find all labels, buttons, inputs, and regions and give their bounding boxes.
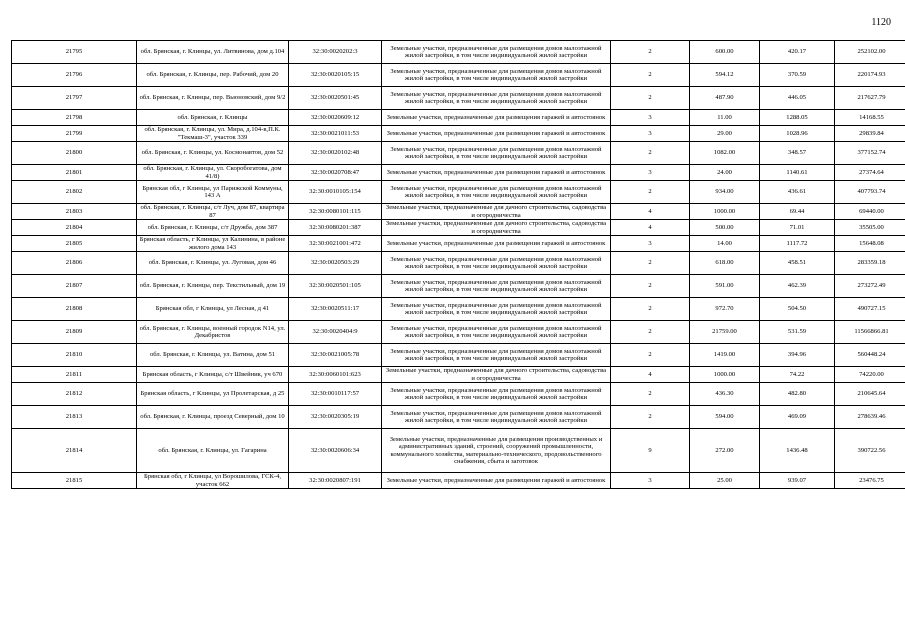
cadastral-number-cell: 32:30:0020305:19 xyxy=(289,406,382,429)
address-cell: обл. Брянская, г. Клинцы, ул. Гагарина xyxy=(137,429,289,473)
land-use-cell: Земельные участки, предназначенные для размещения домов малоэтажной жилой застройки, в том числе индивидуальной жилой застройки xyxy=(382,142,611,165)
cadastral-number-cell: 32:30:0021001:472 xyxy=(289,236,382,252)
rate-cell: 458.51 xyxy=(760,252,835,275)
land-use-cell: Земельные участки, предназначенные для размещения гаражей и автостоянок xyxy=(382,126,611,142)
cadastral-number-cell: 32:30:0010117:57 xyxy=(289,383,382,406)
use-group-cell: 2 xyxy=(611,406,690,429)
use-group-cell: 3 xyxy=(611,165,690,181)
cadastral-value-cell: 29839.84 xyxy=(835,126,905,142)
cadastral-number-cell: 32:30:0021011:53 xyxy=(289,126,382,142)
address-cell: Брянская область, г Клинцы, ул Калинина, в районе жилого дома 143 xyxy=(137,236,289,252)
use-group-cell: 2 xyxy=(611,321,690,344)
cadastral-number-cell: 32:30:0021005:78 xyxy=(289,344,382,367)
rate-cell: 469.09 xyxy=(760,406,835,429)
address-cell: обл. Брянская, г. Клинцы, ул. Литвинова, дом д.104 xyxy=(137,41,289,64)
rate-cell: 348.57 xyxy=(760,142,835,165)
cadastral-number-cell: 32:30:0020202:3 xyxy=(289,41,382,64)
table-row xyxy=(12,41,905,64)
cadastral-number-cell: 32:30:0080101:115 xyxy=(289,204,382,220)
cadastral-value-cell: 15648.08 xyxy=(835,236,905,252)
rate-cell: 69.44 xyxy=(760,204,835,220)
area-cell: 21759.00 xyxy=(690,321,760,344)
land-registry-table xyxy=(11,40,905,489)
cadastral-value-cell: 407793.74 xyxy=(835,181,905,204)
use-group-cell: 3 xyxy=(611,110,690,126)
row-number-cell: 21797 xyxy=(12,87,137,110)
row-number-cell: 21805 xyxy=(12,236,137,252)
area-cell: 1000.00 xyxy=(690,367,760,383)
cadastral-number-cell: 32:30:0020501:105 xyxy=(289,275,382,298)
rate-cell: 74.22 xyxy=(760,367,835,383)
rate-cell: 1140.61 xyxy=(760,165,835,181)
rate-cell: 370.59 xyxy=(760,64,835,87)
land-use-cell: Земельные участки, предназначенные для размещения домов малоэтажной жилой застройки, в том числе индивидуальной жилой застройки xyxy=(382,406,611,429)
land-use-cell: Земельные участки, предназначенные для дачного строительства, садоводства и огородничества xyxy=(382,220,611,236)
rate-cell: 1028.96 xyxy=(760,126,835,142)
table-row xyxy=(12,344,905,367)
table-row xyxy=(12,383,905,406)
cadastral-number-cell: 32:30:0020511:17 xyxy=(289,298,382,321)
rate-cell: 504.50 xyxy=(760,298,835,321)
area-cell: 972.70 xyxy=(690,298,760,321)
cadastral-number-cell: 32:30:0080201:387 xyxy=(289,220,382,236)
use-group-cell: 2 xyxy=(611,383,690,406)
cadastral-number-cell: 32:30:0060101:623 xyxy=(289,367,382,383)
area-cell: 25.00 xyxy=(690,473,760,489)
land-use-cell: Земельные участки, предназначенные для размещения домов малоэтажной жилой застройки, в том числе индивидуальной жилой застройки xyxy=(382,383,611,406)
area-cell: 436.30 xyxy=(690,383,760,406)
land-use-cell: Земельные участки, предназначенные для размещения домов малоэтажной жилой застройки, в том числе индивидуальной жилой застройки xyxy=(382,321,611,344)
use-group-cell: 2 xyxy=(611,252,690,275)
land-use-cell: Земельные участки, предназначенные для размещения домов малоэтажной жилой застройки, в том числе индивидуальной жилой застройки xyxy=(382,181,611,204)
use-group-cell: 2 xyxy=(611,87,690,110)
address-cell: обл. Брянская, г. Клинцы, военный городок N14, ул. Декабристов xyxy=(137,321,289,344)
area-cell: 600.00 xyxy=(690,41,760,64)
row-number-cell: 21814 xyxy=(12,429,137,473)
area-cell: 29.00 xyxy=(690,126,760,142)
use-group-cell: 2 xyxy=(611,142,690,165)
row-number-cell: 21810 xyxy=(12,344,137,367)
cadastral-value-cell: 11566866.81 xyxy=(835,321,905,344)
address-cell: Брянская обл, г Клинцы, ул Ворошилова, ГСК-4, участок 662 xyxy=(137,473,289,489)
address-cell: обл. Брянская, г. Клинцы, ул. Скоробогатова, дом 41/8) xyxy=(137,165,289,181)
cadastral-number-cell: 32:30:0020102:48 xyxy=(289,142,382,165)
page-number: 1120 xyxy=(871,17,891,28)
table-row xyxy=(12,126,905,142)
row-number-cell: 21809 xyxy=(12,321,137,344)
table-row xyxy=(12,165,905,181)
cadastral-value-cell: 210645.64 xyxy=(835,383,905,406)
address-cell: обл. Брянская, г. Клинцы, с/т Луч, дом 87, квартира 87 xyxy=(137,204,289,220)
row-number-cell: 21801 xyxy=(12,165,137,181)
address-cell: обл. Брянская, г. Клинцы, пер. Рабочий, дом 20 xyxy=(137,64,289,87)
cadastral-value-cell: 278639.46 xyxy=(835,406,905,429)
table-row xyxy=(12,298,905,321)
row-number-cell: 21796 xyxy=(12,64,137,87)
table-row xyxy=(12,204,905,220)
land-use-cell: Земельные участки, предназначенные для размещения гаражей и автостоянок xyxy=(382,236,611,252)
rate-cell: 1117.72 xyxy=(760,236,835,252)
rate-cell: 531.59 xyxy=(760,321,835,344)
table-row xyxy=(12,367,905,383)
row-number-cell: 21812 xyxy=(12,383,137,406)
address-cell: обл. Брянская, г. Клинцы, ул. Мира, д.104-в,П.К. "Текмаш-3", участок 339 xyxy=(137,126,289,142)
address-cell: Брянская обл, г Клинцы, ул Лесная, д 41 xyxy=(137,298,289,321)
land-use-cell: Земельные участки, предназначенные для размещения домов малоэтажной жилой застройки, в том числе индивидуальной жилой застройки xyxy=(382,275,611,298)
use-group-cell: 2 xyxy=(611,64,690,87)
table-row xyxy=(12,87,905,110)
area-cell: 272.00 xyxy=(690,429,760,473)
rate-cell: 420.17 xyxy=(760,41,835,64)
address-cell: обл. Брянская, г. Клинцы, ул. Луговая, дом 46 xyxy=(137,252,289,275)
area-cell: 487.90 xyxy=(690,87,760,110)
row-number-cell: 21802 xyxy=(12,181,137,204)
cadastral-number-cell: 32:30:0020609:12 xyxy=(289,110,382,126)
row-number-cell: 21798 xyxy=(12,110,137,126)
table-row xyxy=(12,252,905,275)
cadastral-value-cell: 74220.00 xyxy=(835,367,905,383)
address-cell: Брянская область, г Клинцы, ул Пролетарская, д 25 xyxy=(137,383,289,406)
land-use-cell: Земельные участки, предназначенные для размещения гаражей и автостоянок xyxy=(382,110,611,126)
area-cell: 591.00 xyxy=(690,275,760,298)
rate-cell: 482.80 xyxy=(760,383,835,406)
area-cell: 500.00 xyxy=(690,220,760,236)
address-cell: Брянская обл, г Клинцы, ул Парижской Коммуны, 143 А xyxy=(137,181,289,204)
cadastral-number-cell: 32:30:0020708:47 xyxy=(289,165,382,181)
table-row xyxy=(12,181,905,204)
table-row xyxy=(12,236,905,252)
land-use-cell: Земельные участки, предназначенные для размещения производственных и административных зданий, строений, сооружений промышленности, коммунального хозяйства, материально-технического, продовольственного снабжения, сбыта и заготовок xyxy=(382,429,611,473)
area-cell: 1419.00 xyxy=(690,344,760,367)
row-number-cell: 21804 xyxy=(12,220,137,236)
use-group-cell: 2 xyxy=(611,181,690,204)
area-cell: 14.00 xyxy=(690,236,760,252)
land-use-cell: Земельные участки, предназначенные для размещения домов малоэтажной жилой застройки, в том числе индивидуальной жилой застройки xyxy=(382,298,611,321)
rate-cell: 446.05 xyxy=(760,87,835,110)
table-row xyxy=(12,473,905,489)
area-cell: 594.12 xyxy=(690,64,760,87)
land-use-cell: Земельные участки, предназначенные для дачного строительства, садоводства и огородничества xyxy=(382,204,611,220)
address-cell: обл. Брянская, г. Клинцы, с/т Дружба, дом 387 xyxy=(137,220,289,236)
address-cell: обл. Брянская, г. Клинцы, пер. Вьюновский, дом 9/2 xyxy=(137,87,289,110)
area-cell: 1082.00 xyxy=(690,142,760,165)
use-group-cell: 3 xyxy=(611,126,690,142)
cadastral-number-cell: 32:30:0020503:29 xyxy=(289,252,382,275)
use-group-cell: 9 xyxy=(611,429,690,473)
cadastral-value-cell: 217627.79 xyxy=(835,87,905,110)
use-group-cell: 4 xyxy=(611,204,690,220)
address-cell: Брянская область, г Клинцы, с/т Швейник, уч 670 xyxy=(137,367,289,383)
rate-cell: 71.01 xyxy=(760,220,835,236)
use-group-cell: 2 xyxy=(611,275,690,298)
address-cell: обл. Брянская, г. Клинцы, ул. Космонавтов, дом 52 xyxy=(137,142,289,165)
cadastral-value-cell: 23476.75 xyxy=(835,473,905,489)
row-number-cell: 21808 xyxy=(12,298,137,321)
land-use-cell: Земельные участки, предназначенные для размещения гаражей и автостоянок xyxy=(382,473,611,489)
cadastral-value-cell: 283359.18 xyxy=(835,252,905,275)
land-use-cell: Земельные участки, предназначенные для размещения домов малоэтажной жилой застройки, в том числе индивидуальной жилой застройки xyxy=(382,87,611,110)
address-cell: обл. Брянская, г. Клинцы, проезд Северный, дом 10 xyxy=(137,406,289,429)
cadastral-value-cell: 390722.56 xyxy=(835,429,905,473)
cadastral-number-cell: 32:30:0020105:15 xyxy=(289,64,382,87)
land-use-cell: Земельные участки, предназначенные для размещения гаражей и автостоянок xyxy=(382,165,611,181)
row-number-cell: 21795 xyxy=(12,41,137,64)
row-number-cell: 21803 xyxy=(12,204,137,220)
use-group-cell: 4 xyxy=(611,367,690,383)
rate-cell: 462.39 xyxy=(760,275,835,298)
table-row xyxy=(12,429,905,473)
row-number-cell: 21813 xyxy=(12,406,137,429)
table-row xyxy=(12,321,905,344)
table-body xyxy=(12,41,905,489)
cadastral-value-cell: 273272.49 xyxy=(835,275,905,298)
rate-cell: 1288.05 xyxy=(760,110,835,126)
cadastral-value-cell: 252102.00 xyxy=(835,41,905,64)
cadastral-value-cell: 490727.15 xyxy=(835,298,905,321)
row-number-cell: 21811 xyxy=(12,367,137,383)
table-row xyxy=(12,220,905,236)
cadastral-value-cell: 377152.74 xyxy=(835,142,905,165)
cadastral-value-cell: 14168.55 xyxy=(835,110,905,126)
area-cell: 11.00 xyxy=(690,110,760,126)
use-group-cell: 2 xyxy=(611,344,690,367)
cadastral-number-cell: 32:30:0020501:45 xyxy=(289,87,382,110)
area-cell: 24.00 xyxy=(690,165,760,181)
row-number-cell: 21807 xyxy=(12,275,137,298)
cadastral-number-cell: 32:30:0020807:191 xyxy=(289,473,382,489)
area-cell: 594.00 xyxy=(690,406,760,429)
rate-cell: 1436.48 xyxy=(760,429,835,473)
cadastral-number-cell: 32:30:0010105:154 xyxy=(289,181,382,204)
cadastral-number-cell: 32:30:0020606:34 xyxy=(289,429,382,473)
use-group-cell: 3 xyxy=(611,236,690,252)
use-group-cell: 2 xyxy=(611,41,690,64)
cadastral-value-cell: 560448.24 xyxy=(835,344,905,367)
area-cell: 1000.00 xyxy=(690,204,760,220)
table-row xyxy=(12,406,905,429)
cadastral-number-cell: 32:30:0020404:9 xyxy=(289,321,382,344)
land-use-cell: Земельные участки, предназначенные для размещения домов малоэтажной жилой застройки, в том числе индивидуальной жилой застройки xyxy=(382,344,611,367)
row-number-cell: 21799 xyxy=(12,126,137,142)
use-group-cell: 3 xyxy=(611,473,690,489)
use-group-cell: 4 xyxy=(611,220,690,236)
land-use-cell: Земельные участки, предназначенные для дачного строительства, садоводства и огородничества xyxy=(382,367,611,383)
land-use-cell: Земельные участки, предназначенные для размещения домов малоэтажной жилой застройки, в том числе индивидуальной жилой застройки xyxy=(382,252,611,275)
row-number-cell: 21815 xyxy=(12,473,137,489)
rate-cell: 394.96 xyxy=(760,344,835,367)
table-row xyxy=(12,64,905,87)
address-cell: обл. Брянская, г. Клинцы, пер. Текстильный, дом 19 xyxy=(137,275,289,298)
land-use-cell: Земельные участки, предназначенные для размещения домов малоэтажной жилой застройки, в том числе индивидуальной жилой застройки xyxy=(382,41,611,64)
cadastral-value-cell: 220174.93 xyxy=(835,64,905,87)
rate-cell: 939.07 xyxy=(760,473,835,489)
cadastral-value-cell: 35505.00 xyxy=(835,220,905,236)
table-row xyxy=(12,110,905,126)
table-row xyxy=(12,142,905,165)
cadastral-value-cell: 69440.00 xyxy=(835,204,905,220)
area-cell: 934.00 xyxy=(690,181,760,204)
cadastral-value-cell: 27374.64 xyxy=(835,165,905,181)
table-row xyxy=(12,275,905,298)
address-cell: обл. Брянская, г. Клинцы xyxy=(137,110,289,126)
use-group-cell: 2 xyxy=(611,298,690,321)
rate-cell: 436.61 xyxy=(760,181,835,204)
row-number-cell: 21806 xyxy=(12,252,137,275)
row-number-cell: 21800 xyxy=(12,142,137,165)
area-cell: 618.00 xyxy=(690,252,760,275)
address-cell: обл. Брянская, г. Клинцы, ул. Ватина, дом 51 xyxy=(137,344,289,367)
land-use-cell: Земельные участки, предназначенные для размещения домов малоэтажной жилой застройки, в том числе индивидуальной жилой застройки xyxy=(382,64,611,87)
